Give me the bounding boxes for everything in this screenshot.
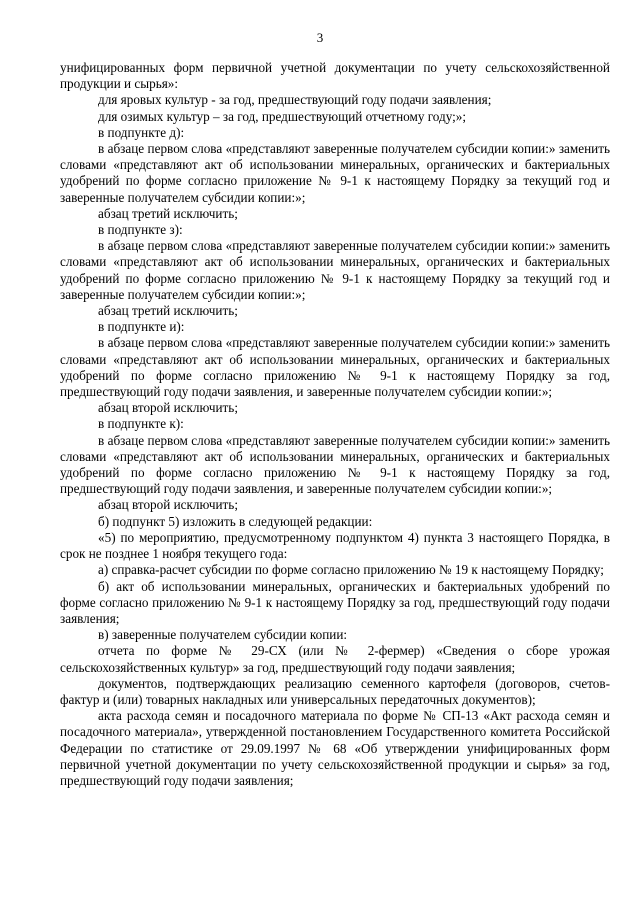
paragraph: абзац второй исключить;: [98, 400, 238, 416]
document-body: [60, 60, 610, 789]
paragraph: в подпункте з):: [98, 222, 183, 238]
paragraph: «5) по мероприятию, предусмотренному подпунктом 4) пункта 3 настоящего Порядка, в срок не позднее 1 ноября текущего года:: [60, 529, 610, 562]
paragraph: абзац третий исключить;: [98, 303, 238, 319]
paragraph: отчета по форме № 29-СХ (или № 2-фермер) «Сведения о сборе урожая сельскохозяйственных культур» за год, предшествующий году подачи заявления;: [60, 643, 610, 675]
paragraph: документов, подтверждающих реализацию семенного картофеля (договоров, счетов-фактур и (или) товарных накладных или универсальных передаточных документов);: [60, 675, 610, 707]
paragraph: б) акт об использовании минеральных, органических и бактериальных удобрений по форме согласно приложению № 9-1 к настоящему Порядку за год, предшествующий году подачи заявления;: [60, 578, 610, 626]
paragraph: в) заверенные получателем субсидии копии:: [98, 627, 348, 643]
paragraph: в абзаце первом слова «представляют заверенные получателем субсидии копии:» заменить словами «представляют акт об использовании минеральных, органических и бактериальных удобрений по форме согласно приложению № 9-1 к настоящему Порядку за год, предшествующий году подачи заявления, и заверенные получателем субсидии копии:»;: [60, 432, 610, 497]
paragraph: унифицированных форм первичной учетной документации по учету сельскохозяйственной продукции и сырья»:: [60, 60, 610, 92]
paragraph: в абзаце первом слова «представляют заверенные получателем субсидии копии:» заменить словами «представляют акт об использовании минеральных, органических и бактериальных удобрений по форме согласно приложению № 9-1 к настоящему Порядку за год, предшествующий году подачи заявления, и заверенные получателем субсидии копии:»;: [60, 335, 610, 400]
paragraph: в абзаце первом слова «представляют заверенные получателем субсидии копии:» заменить словами «представляют акт об использовании минеральных, органических и бактериальных удобрений по форме согласно приложению № 9-1 к настоящему Порядку за текущий год и заверенные получателем субсидии копии:»;: [60, 238, 610, 302]
paragraph: а) справка-расчет субсидии по форме согласно приложению № 19 к настоящему Порядку;: [98, 562, 604, 578]
paragraph: для яровых культур - за год, предшествующий году подачи заявления;: [98, 92, 492, 108]
paragraph: б) подпункт 5) изложить в следующей редакции:: [98, 513, 373, 529]
paragraph: абзац второй исключить;: [98, 497, 238, 513]
paragraph: абзац третий исключить;: [98, 205, 238, 221]
page-number: 3: [316, 30, 324, 45]
paragraph: в подпункте и):: [98, 319, 185, 335]
paragraph: для озимых культур – за год, предшествующий отчетному году;»;: [98, 108, 467, 124]
paragraph: в подпункте д):: [98, 124, 185, 140]
paragraph: в подпункте к):: [98, 416, 184, 432]
paragraph: в абзаце первом слова «представляют заверенные получателем субсидии копии:» заменить словами «представляют акт об использовании минеральных, органических и бактериальных удобрений по форме согласно приложение № 9-1 к настоящему Порядку за текущий год и заверенные получателем субсидии копии:»;: [60, 141, 610, 205]
paragraph: акта расхода семян и посадочного материала по форме № СП-13 «Акт расхода семян и посадочного материала», утвержденной постановлением Государственного комитета Российской Федерации по статистике от 29.09.1997 № 68 «Об утверждении унифицированных форм первичной учетной документации по учету сельскохозяйственной продукции и сырья» за год, предшествующий году подачи заявления;: [60, 708, 610, 788]
